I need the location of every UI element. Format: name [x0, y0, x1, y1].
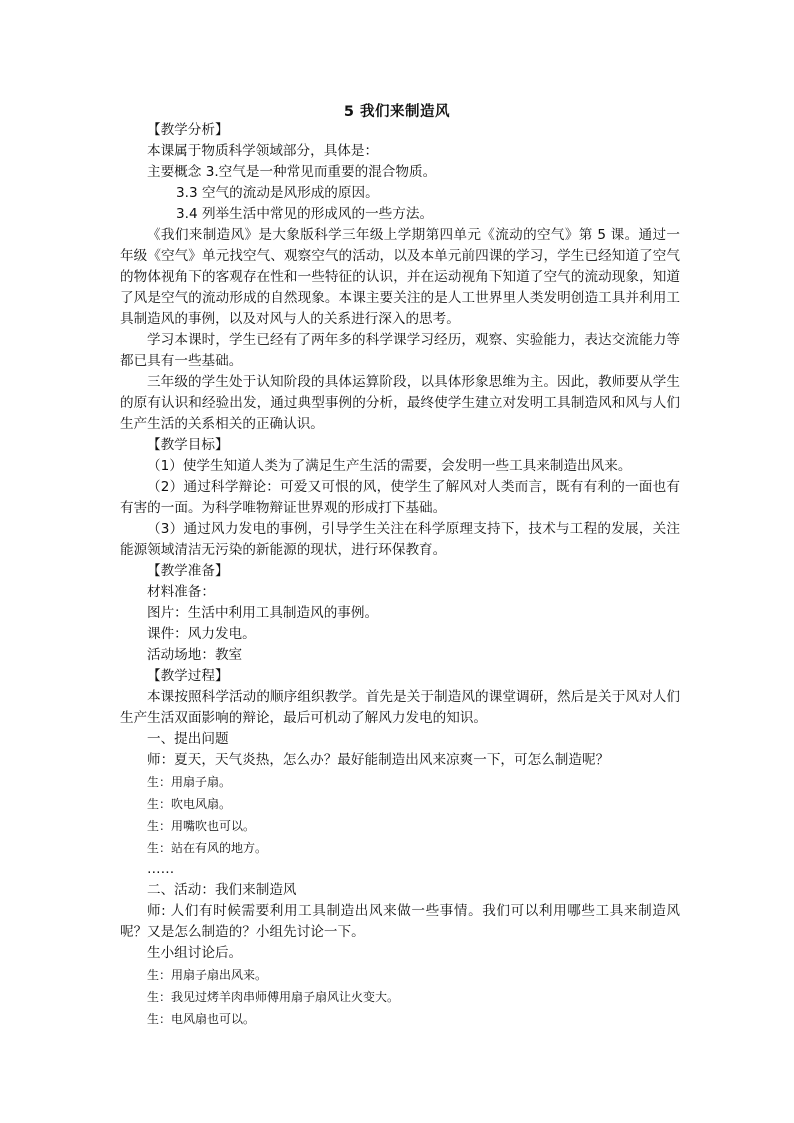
teacher-question-2: 师: 人们有时候需要利用工具制造出风来做一些事情。我们可以利用哪些工具来制造风呢？又是怎么制造的？小组先讨论一下。: [120, 903, 680, 940]
teacher-question-1: 师：夏天，天气炎热，怎么办？最好能制造出风来凉爽一下，可怎么制造呢？: [147, 752, 610, 768]
ellipsis: ……: [147, 861, 175, 877]
goal-2: （2）通过科学辩论：可爱又可恨的风，使学生了解风对人类而言，既有有利的一面也有有害的一面。为科学唯物辩证世界观的形成打下基础。: [120, 479, 680, 516]
student-answer: 生：我见过烤羊肉串师傅用扇子扇风让火变大。: [147, 990, 400, 1004]
goal-1: （1）使学生知道人类为了满足生产生活的需要，会发明一些工具来制造出风来。: [147, 458, 632, 474]
analysis-paragraph-1: 《我们来制造风》是大象版科学三年级上学期第四单元《流动的空气》第 5 课。通过一年级《空气》单元找空气、观察空气的活动，以及本单元前四课的学习，学生已经知道了空气的物体视角下的客观存在性和一些特征的认识，并在运动视角下知道了空气的流动现象，知道了风是空气的流动形成的自然现象。本课主要关注的是人工世界里人类发明创造工具并利用工具制造风的事例，以及对风与人的关系进行深入的思考。: [120, 227, 680, 327]
document-body: [120, 120, 680, 1030]
student-answer: 生：用扇子扇。: [147, 775, 232, 789]
section-heading-prep: 【教学准备】: [147, 563, 229, 579]
section-heading-analysis: 【教学分析】: [147, 122, 229, 138]
concept-3-3: 3.3 空气的流动是风形成的原因。: [176, 185, 379, 201]
student-answer: 生：用扇子扇出风来。: [147, 968, 268, 982]
prep-venue: 活动场地：教室: [147, 647, 243, 663]
prep-courseware: 课件：风力发电。: [147, 626, 256, 642]
concept-3-4: 3.4 列举生活中常见的形成风的一些方法。: [176, 206, 434, 222]
process-intro: 本课按照科学活动的顺序组织教学。首先是关于制造风的课堂调研，然后是关于风对人们生产生活双面影响的辩论，最后可机动了解风力发电的知识。: [120, 689, 680, 726]
section-heading-goals: 【教学目标】: [147, 437, 229, 453]
process-section-2: 二、活动：我们来制造风: [147, 882, 297, 898]
analysis-paragraph-2: 学习本课时，学生已经有了两年多的科学课学习经历，观察、实验能力，表达交流能力等都已具有一些基础。: [120, 332, 680, 369]
section-heading-process: 【教学过程】: [147, 668, 229, 684]
analysis-intro: 本课属于物质科学领域部分，具体是：: [147, 143, 379, 159]
analysis-paragraph-3: 三年级的学生处于认知阶段的具体运算阶段，以具体形象思维为主。因此，教师要从学生的原有认识和经验出发，通过典型事例的分析，最终使学生建立对发明工具制造风和风与人们生产生活的关系相关的正确认识。: [120, 374, 680, 432]
prep-materials: 材料准备：: [147, 584, 215, 600]
student-answer: 生：站在有风的地方。: [147, 841, 268, 855]
student-answer: 生：用嘴吹也可以。: [147, 819, 256, 833]
page-title: 5 我们来制造风: [343, 104, 451, 120]
concept-main: 主要概念 3.空气是一种常见而重要的混合物质。: [147, 164, 437, 180]
student-answer: 生：吹电风扇。: [147, 797, 232, 811]
student-answer: 生：电风扇也可以。: [147, 1012, 256, 1026]
group-discussion: 生小组讨论后。: [147, 945, 243, 961]
goal-3: （3）通过风力发电的事例，引导学生关注在科学原理支持下，技术与工程的发展，关注能源领域清洁无污染的新能源的现状，进行环保教育。: [120, 521, 680, 558]
process-section-1: 一、提出问题: [147, 731, 229, 747]
prep-pictures: 图片：生活中利用工具制造风的事例。: [147, 605, 379, 621]
